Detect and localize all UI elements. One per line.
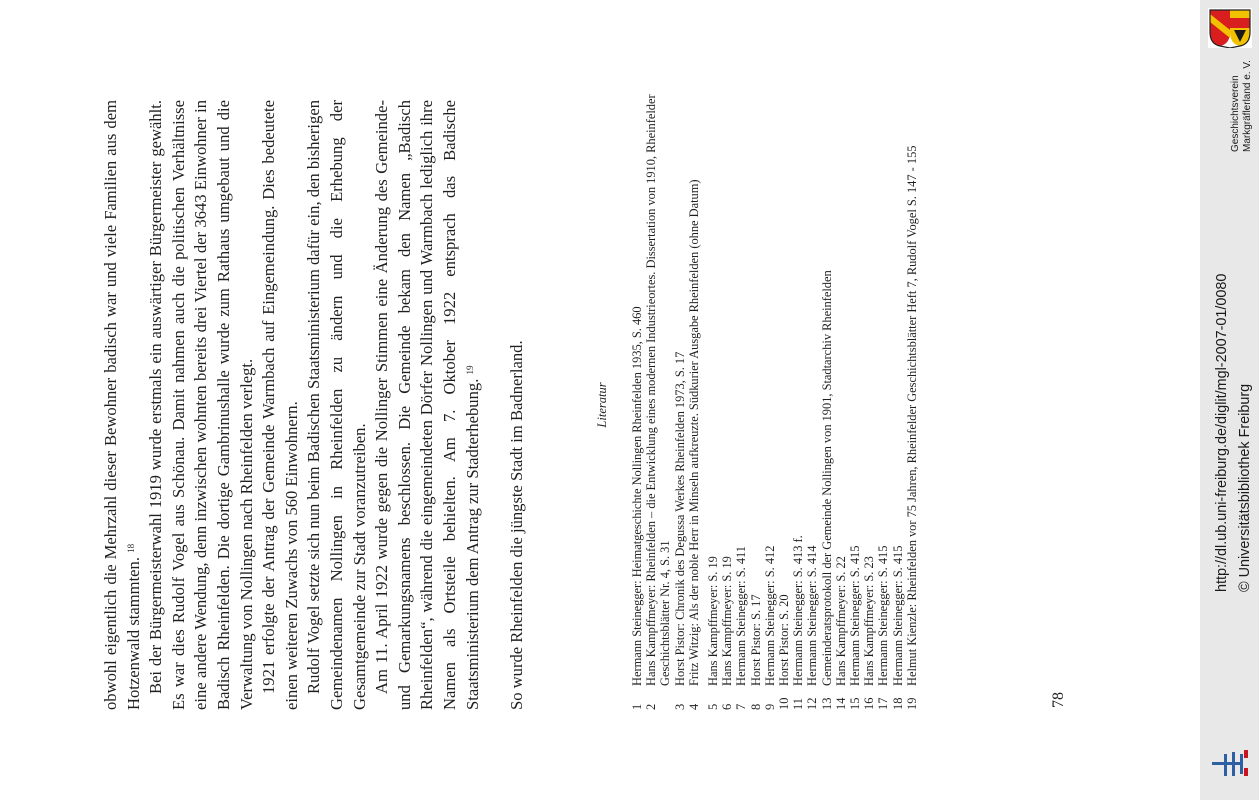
reference-text: Hermann Steinegger: S. 413 f. (791, 535, 806, 686)
organization-name-line2: Markgräflerland e. V. (1242, 60, 1253, 152)
permalink-url[interactable]: http://dl.ub.uni-freiburg.de/diglit/mgl-2007-01/0080 (1214, 273, 1230, 592)
reference-number: 2 (644, 703, 659, 710)
reference-number: 15 (848, 697, 863, 710)
reference-text: Hermann Steinegger: S. 415 (848, 545, 863, 686)
reference-item (734, 90, 748, 710)
reference-text: Horst Pistor: S. 20 (777, 594, 792, 686)
body-text (100, 100, 529, 710)
paragraph: Rudolf Vogel setzte sich nun beim Badischen Staatsministerium dafür ein, den bisherigen Gemeindenamen Nollingen in Rheinfelden zu ändern und die Erhebung der Gesamtgemeinde zur Stadt voranzutreiben. (304, 100, 369, 710)
reference-item (905, 90, 919, 710)
reference-item (630, 90, 644, 710)
reference-text: Horst Pistor: S. 17 (748, 594, 763, 686)
paragraph (371, 100, 484, 710)
reference-text: Hermann Steinegger: S. 414 (805, 545, 820, 686)
ub-freiburg-logo-icon (1210, 748, 1252, 778)
reference-item (791, 90, 805, 710)
reference-number: 8 (748, 703, 763, 710)
reference-item (763, 90, 777, 710)
reference-number: 12 (805, 697, 820, 710)
reference-text: Hermann Steinegger: S. 415 (890, 545, 905, 686)
reference-number: 11 (791, 698, 806, 710)
organization-name-line1: Geschichtsverein (1230, 75, 1241, 152)
reference-item (749, 90, 763, 710)
reference-number: 3 (672, 703, 687, 710)
reference-number: 10 (777, 697, 792, 710)
reference-number: 4 (686, 703, 701, 710)
reference-number: 5 (706, 703, 721, 710)
paragraph: Bei der Bürgermeisterwahl 1919 wurde erstmals ein auswärtiger Bürgermeister gewählt. Es war dies Rudolf Vogel aus Schönau. Damit nahmen auch die politischen Verhältnisse eine andere Wendung, denn inzwischen wohnten bereits drei Viertel der 3643 Einwohner in Badisch Rheinfelden. Die dortige Gambrinushalle wurde zum Rathaus umgebaut und die Verwaltung von Nollingen nach Rheinfelden verlegt. (146, 100, 256, 710)
reference-item (805, 90, 819, 710)
reference-item (673, 90, 687, 710)
reference-text: Fritz Witzig: Als der noble Herr in Minseln aufkreuzte. Südkurier Ausgabe Rheinfelden (ohne Datum) (686, 179, 701, 686)
reference-text: Hermann Steinegger: S. 412 (762, 545, 777, 686)
reference-number: 9 (762, 703, 777, 710)
reference-item (891, 90, 905, 710)
reference-list (630, 90, 919, 710)
copyright-notice: © Universitätsbibliothek Freiburg (1237, 383, 1253, 592)
paragraph-text: obwohl eigentlich die Mehrzahl dieser Bewohner badisch war und viele Familien aus dem Hotzenwald stammten. (101, 100, 143, 710)
footnote-mark: 18 (125, 543, 136, 553)
reference-item (687, 90, 701, 710)
reference-item (644, 90, 672, 710)
reference-number: 19 (904, 697, 919, 710)
literature-heading: Literatur (595, 382, 609, 428)
reference-item (720, 90, 734, 710)
reference-text: Hans Kampffmeyer: S. 22 (833, 556, 848, 686)
paragraph-text: Am 11. April 1922 wurde gegen die Nollinger Stimmen eine Änderung des Gemeinde- und Gemarkungsnamens beschlossen. Die Gemeinde bekam den Namen „Badisch Rheinfelden“, während die eingemeindeten Dörfer Nollingen und Warmbach lediglich ihre Namen als Ortsteile behielten. Am 7. Oktober 1922 entsprach das Badische Staatsministerium dem Antrag zur Stadterhebung. (372, 100, 482, 710)
reference-text: Hermann Steinegger: Heimatgeschichte Nollingen Rheinfelden 1935, S. 460 (630, 306, 644, 686)
reference-number: 18 (890, 697, 905, 710)
reference-text: Hans Kampffmeyer: S. 23 (862, 556, 877, 686)
reference-number: 1 (630, 703, 644, 710)
reference-number: 16 (862, 697, 877, 710)
paragraph: 1921 erfolgte der Antrag der Gemeinde Warmbach auf Eingemeindung. Dies bedeutete einen weiteren Zuwachs von 560 Einwohnern. (259, 100, 301, 710)
reference-text: Hans Kampffmeyer: Rheinfelden – die Entwicklung eines modernen Industrieortes. Dissertation von 1910, Rheinfelder Geschichtsblätter Nr. 4, S. 31 (644, 94, 673, 686)
reference-text: Helmut Kienzle: Rheinfelden vor 75 Jahren, Rheinfelder Geschichtsblätter Heft 7, Rudolf Vogel S. 147 - 155 (904, 145, 919, 686)
reference-item (777, 90, 791, 710)
paragraph: So wurde Rheinfelden die jüngste Stadt im Badnerland. (507, 340, 527, 710)
paragraph (100, 100, 145, 710)
reference-number: 7 (734, 703, 749, 710)
reference-text: Hermann Steinegger: S. 411 (734, 546, 749, 686)
reference-text: Hans Kampffmeyer: S. 19 (720, 556, 735, 686)
reference-number: 14 (833, 697, 848, 710)
reference-text: Gemeinderatsprotokoll der Gemeinde Nollingen von 1901, Stadtarchiv Rheinfelden (819, 270, 834, 686)
coat-of-arms-icon (1208, 8, 1252, 48)
reference-item (820, 90, 834, 710)
reference-text: Hermann Steinegger: S. 415 (876, 545, 891, 686)
reference-number: 6 (720, 703, 735, 710)
footnote-mark: 19 (464, 365, 475, 375)
reference-item (848, 90, 862, 710)
reference-item (834, 90, 848, 710)
reference-text: Horst Pistor: Chronik des Degussa Werkes Rheinfelden 1973, S. 17 (672, 351, 687, 686)
reference-number: 17 (876, 697, 891, 710)
reference-number: 13 (819, 697, 834, 710)
reference-item (876, 90, 890, 710)
reference-item (706, 90, 720, 710)
page-number: 78 (1050, 692, 1067, 708)
reference-text: Hans Kampffmeyer: S. 19 (706, 556, 721, 686)
reference-item (862, 90, 876, 710)
